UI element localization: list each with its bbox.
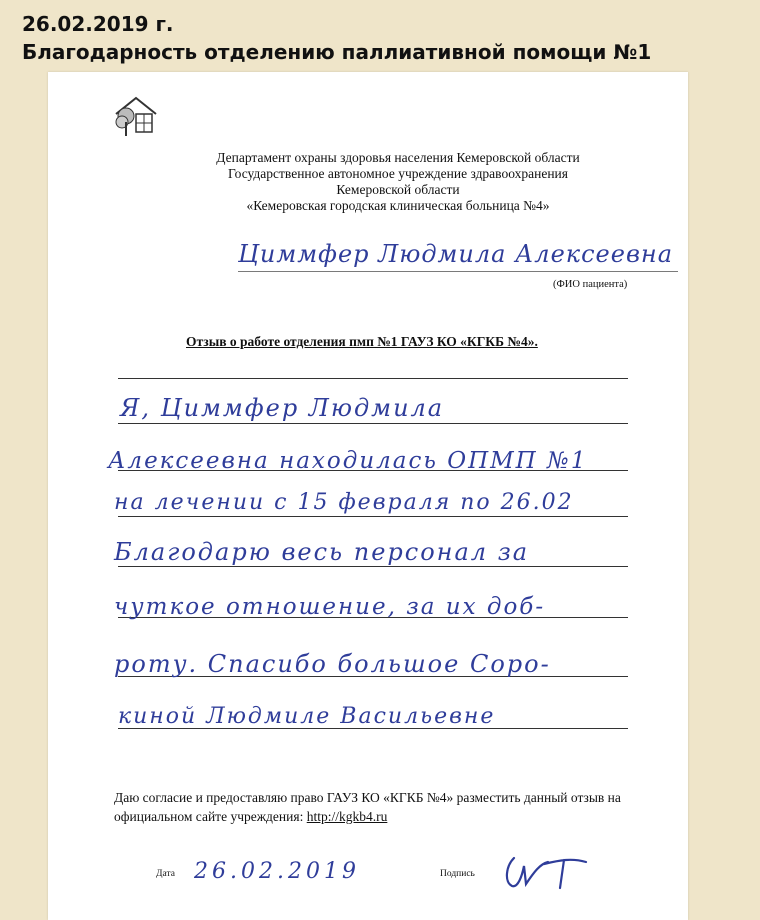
review-handwritten-line: киной Людмиле Васильевне: [118, 704, 496, 729]
review-handwritten-line: Благодарю весь персонал за: [114, 538, 530, 566]
review-handwritten-line: чуткое отношение, за их доб-: [114, 594, 546, 620]
hospital-logo-icon: [112, 94, 160, 142]
review-handwritten-line: на лечении с 15 февраля по 26.02: [114, 490, 574, 515]
signature-mark: [500, 850, 590, 894]
patient-name-underline: [238, 271, 678, 272]
patient-name-caption: (ФИО пациента): [553, 279, 628, 290]
hospital-site-link[interactable]: http://kgkb4.ru: [306, 809, 388, 824]
scanned-review-document: [48, 72, 688, 920]
org-line-1: Департамент охраны здоровья населения Кемеровской области: [216, 150, 580, 165]
date-caption: Дата: [156, 869, 175, 879]
review-handwritten-line: Алексеевна находилась ОПМП №1: [108, 448, 588, 474]
consent-statement: [114, 788, 654, 826]
review-handwritten-line: Я, Циммфер Людмила: [120, 394, 445, 422]
patient-name-handwritten: Циммфер Людмила Алексеевна: [238, 240, 674, 268]
review-handwritten-line: роту. Спасибо большое Соро-: [114, 650, 551, 678]
consent-text: Даю согласие и предоставляю право ГАУЗ КО «КГКБ №4» разместить данный отзыв на официальном сайте учреждения:: [114, 790, 621, 824]
org-line-2: Государственное автономное учреждение здравоохранения: [227, 166, 568, 181]
post-date: 26.02.2019 г.: [22, 12, 174, 36]
org-line-4: «Кемеровская городская клиническая больница №4»: [246, 198, 550, 213]
rule-line: [118, 423, 628, 424]
org-line-3: Кемеровской области: [336, 182, 460, 197]
rule-line: [118, 516, 628, 517]
review-title: Отзыв о работе отделения пмп №1 ГАУЗ КО «КГКБ №4».: [186, 334, 538, 349]
post-title: Благодарность отделению паллиативной помощи №1: [22, 40, 652, 64]
rule-line: [118, 566, 628, 567]
signature-caption: Подпись: [440, 869, 475, 879]
rule-line: [118, 378, 628, 379]
date-handwritten: 26.02.2019: [194, 859, 360, 884]
